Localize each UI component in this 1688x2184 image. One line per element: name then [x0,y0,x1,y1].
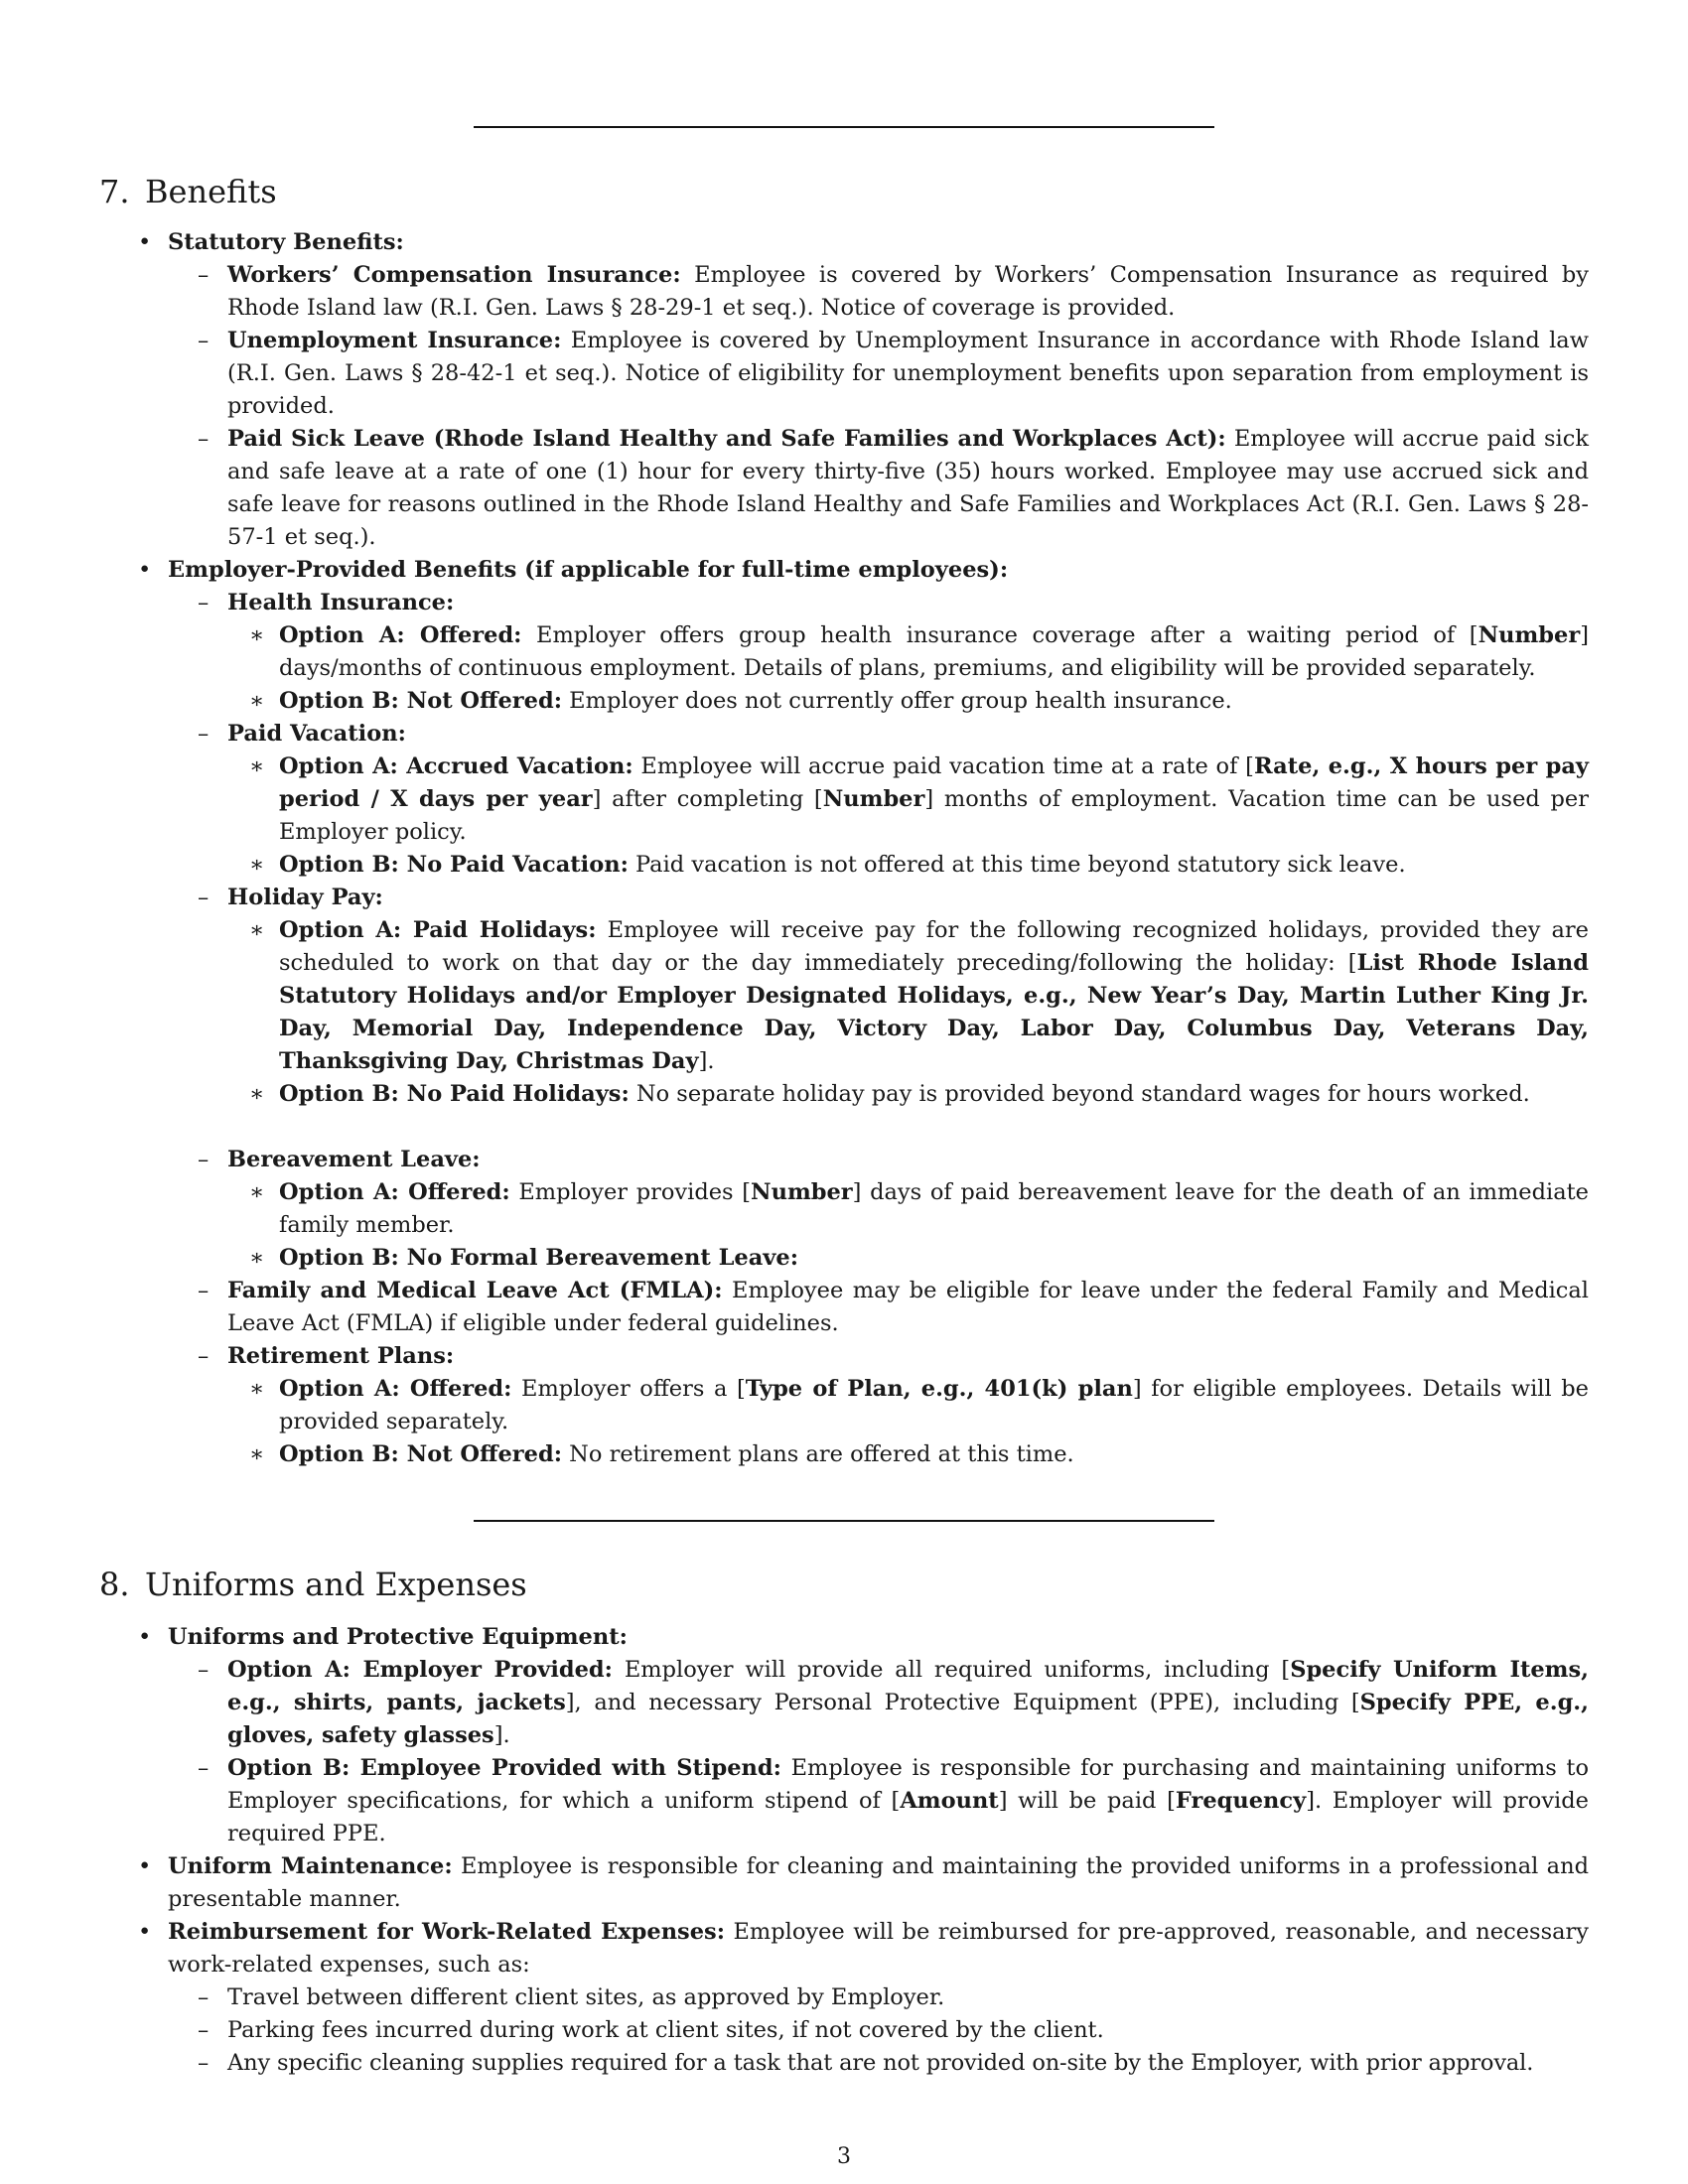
bullet-marker: • [138,557,152,583]
star-marker: ∗ [249,1441,265,1467]
fmla-item: Family and Medical Leave Act (FMLA): Employee may be eligible for leave under the federal Family and Medical Leave Act (FMLA) if eligible under federal guidelines. [227,1278,1589,1336]
dash-marker: – [198,2050,210,2076]
uniforms-option-b: Option B: Employee Provided with Stipend: Employee is responsible for purchasing and maintaining uniforms to Employer specifications, for which a uniform stipend of [Amount] will be paid [Frequency]. Employer will provide required PPE. [227,1755,1589,1846]
star-marker: ∗ [249,622,265,648]
section-7-heading [99,172,277,211]
dash-marker: – [198,885,210,910]
bullet-marker: • [138,1853,152,1879]
vacation-option-a: Option A: Accrued Vacation: Employee will accrue paid vacation time at a rate of [Rate, e.g., X hours per pay period / X days per year] after completing [Number] months of employment. Vacation time can be used per Employer policy. [279,753,1589,845]
star-marker: ∗ [249,917,265,943]
holiday-pay-heading: Holiday Pay: [227,885,383,910]
paid-sick-leave-item: Paid Sick Leave (Rhode Island Healthy and Safe Families and Workplaces Act): Employee will accrue paid sick and safe leave at a rate of one (1) hour for every thirty-five (35) hours worked. Employee may use accrued sick and safe leave for reasons outlined in the Rhode Island Healthy and Safe Families and Workplaces Act (R.I. Gen. Laws § 28-57-1 et seq.). [227,426,1589,550]
retirement-option-b: Option B: Not Offered: No retirement plans are offered at this time. [279,1441,1074,1467]
reimbursement-list-item: Parking fees incurred during work at client sites, if not covered by the client. [227,2017,1104,2043]
star-marker: ∗ [249,753,265,779]
uniforms-option-a: Option A: Employer Provided: Employer will provide all required uniforms, including [Specify Uniform Items, e.g., shirts, pants, jackets], and necessary Personal Protective Equipment (PPE), including [Specify PPE, e.g., gloves, safety glasses]. [227,1657,1589,1748]
star-marker: ∗ [249,852,265,878]
star-marker: ∗ [249,1376,265,1402]
employer-benefits-heading: Employer-Provided Benefits (if applicable for full-time employees): [168,557,1009,583]
retirement-heading: Retirement Plans: [227,1343,455,1369]
dash-marker: – [198,2017,210,2043]
section-number: 7. [99,173,130,210]
bereavement-heading: Bereavement Leave: [227,1147,481,1172]
reimbursement-item: Reimbursement for Work-Related Expenses: Employee will be reimbursed for pre-approved, reasonable, and necessary work-related expenses, such as: [168,1919,1589,1978]
page-number: 3 [837,2144,851,2169]
bullet-marker: • [138,1624,152,1650]
statutory-benefits-heading: Statutory Benefits: [168,229,404,255]
dash-marker: – [198,590,210,615]
star-marker: ∗ [249,1179,265,1205]
dash-marker: – [198,328,210,353]
holiday-option-b: Option B: No Paid Holidays: No separate holiday pay is provided beyond standard wages for hours worked. [279,1081,1530,1107]
section-title: Uniforms and Expenses [145,1566,527,1603]
star-marker: ∗ [249,1081,265,1107]
section-8-heading [99,1565,527,1604]
unemployment-item: Unemployment Insurance: Employee is covered by Unemployment Insurance in accordance with Rhode Island law (R.I. Gen. Laws § 28-42-1 et seq.). Notice of eligibility for unemployment benefits upon separation from employment is provided. [227,328,1589,419]
holiday-option-a: Option A: Paid Holidays: Employee will receive pay for the following recognized holidays, provided they are scheduled to work on that day or the day immediately preceding/following the holiday: [List Rhode Island Statutory Holidays and/or Employer Designated Holidays, e.g., New Year’s Day, Martin Luther King Jr. Day, Memorial Day, Independence Day, Victory Day, Labor Day, Columbus Day, Veterans Day, Thanksgiving Day, Christmas Day]. [279,917,1589,1074]
bereavement-option-a: Option A: Offered: Employer provides [Number] days of paid bereavement leave for the death of an immediate family member. [279,1179,1589,1238]
bullet-marker: • [138,1919,152,1945]
dash-marker: – [198,426,210,452]
vacation-option-b: Option B: No Paid Vacation: Paid vacation is not offered at this time beyond statutory sick leave. [279,852,1406,878]
star-marker: ∗ [249,688,265,714]
uniform-maintenance-item: Uniform Maintenance: Employee is responsible for cleaning and maintaining the provided uniforms in a professional and presentable manner. [168,1853,1589,1912]
section-divider [474,126,1214,128]
health-option-a: Option A: Offered: Employer offers group health insurance coverage after a waiting period of [Number] days/months of continuous employment. Details of plans, premiums, and eligibility will be provided separately. [279,622,1589,681]
dash-marker: – [198,262,210,288]
dash-marker: – [198,721,210,747]
dash-marker: – [198,1984,210,2010]
health-option-b: Option B: Not Offered: Employer does not currently offer group health insurance. [279,688,1232,714]
bullet-marker: • [138,229,152,255]
dash-marker: – [198,1147,210,1172]
reimbursement-list-item: Travel between different client sites, as approved by Employer. [227,1984,945,2010]
health-insurance-heading: Health Insurance: [227,590,455,615]
section-title: Benefits [145,173,277,210]
section-divider [474,1520,1214,1522]
paid-vacation-heading: Paid Vacation: [227,721,406,747]
dash-marker: – [198,1278,210,1303]
star-marker: ∗ [249,1245,265,1271]
dash-marker: – [198,1657,210,1683]
dash-marker: – [198,1343,210,1369]
bereavement-option-b: Option B: No Formal Bereavement Leave: [279,1245,798,1271]
reimbursement-list-item: Any specific cleaning supplies required for a task that are not provided on-site by the Employer, with prior approval. [227,2050,1534,2076]
workers-comp-item: Workers’ Compensation Insurance: Employee is covered by Workers’ Compensation Insurance as required by Rhode Island law (R.I. Gen. Laws § 28-29-1 et seq.). Notice of coverage is provided. [227,262,1589,321]
retirement-option-a: Option A: Offered: Employer offers a [Type of Plan, e.g., 401(k) plan] for eligible employees. Details will be provided separately. [279,1376,1589,1434]
section-number: 8. [99,1566,130,1603]
uniforms-heading: Uniforms and Protective Equipment: [168,1624,628,1650]
dash-marker: – [198,1755,210,1781]
